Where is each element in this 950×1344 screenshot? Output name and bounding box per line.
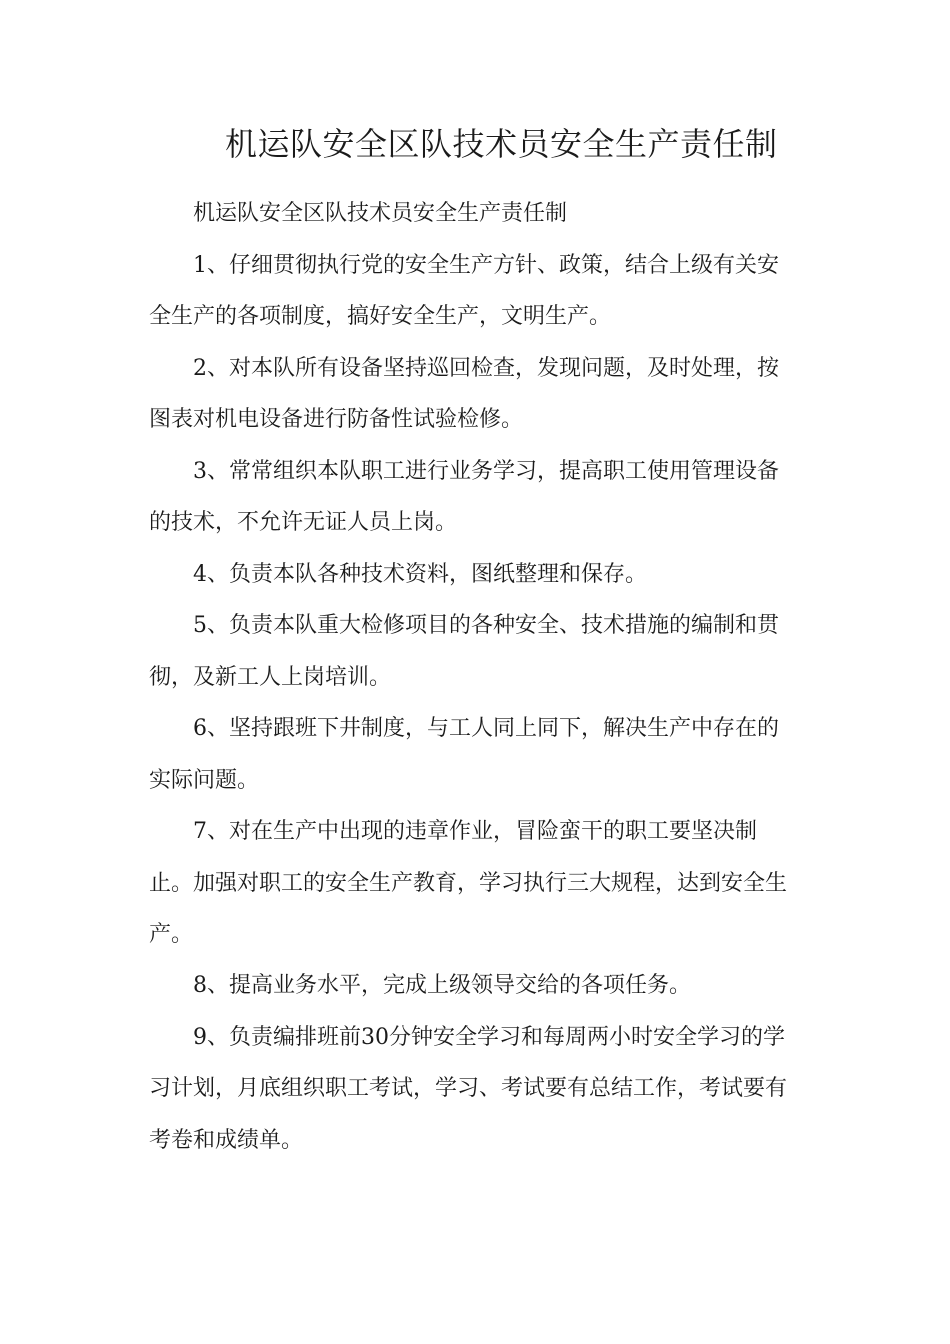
item-line: 7、对在生产中出现的违章作业，冒险蛮干的职工要坚决制 [193, 819, 757, 844]
item-line: 1、仔细贯彻执行党的安全生产方针、政策，结合上级有关安 [193, 253, 779, 278]
item-line: 产。 [149, 922, 194, 947]
item-line: 2、对本队所有设备坚持巡回检查，发现问题，及时处理，按 [193, 356, 779, 381]
item-line: 8、提高业务水平，完成上级领导交给的各项任务。 [193, 973, 691, 998]
item-line: 图表对机电设备进行防备性试验检修。 [149, 407, 524, 432]
item-line: 6、坚持跟班下井制度，与工人同上同下，解决生产中存在的 [193, 716, 779, 741]
item-line: 4、负责本队各种技术资料，图纸整理和保存。 [193, 562, 647, 587]
document-title: 机运队安全区队技术员安全生产责任制 [225, 125, 778, 163]
item-line: 实际问题。 [149, 768, 260, 793]
item-line: 考卷和成绩单。 [149, 1128, 304, 1153]
item-line: 3、常常组织本队职工进行业务学习，提高职工使用管理设备 [193, 459, 779, 484]
item-line: 彻，及新工人上岗培训。 [149, 665, 392, 690]
item-line: 5、负责本队重大检修项目的各种安全、技术措施的编制和贯 [193, 613, 779, 638]
document-subtitle: 机运队安全区队技术员安全生产责任制 [193, 201, 568, 226]
item-line: 止。加强对职工的安全生产教育，学习执行三大规程，达到安全生 [149, 871, 788, 896]
item-line: 全生产的各项制度，搞好安全生产，文明生产。 [149, 304, 612, 329]
item-line: 的技术，不允许无证人员上岗。 [149, 510, 458, 535]
item-line: 9、负责编排班前30分钟安全学习和每周两小时安全学习的学 [193, 1025, 785, 1050]
item-line: 习计划，月底组织职工考试，学习、考试要有总结工作，考试要有 [149, 1076, 788, 1101]
